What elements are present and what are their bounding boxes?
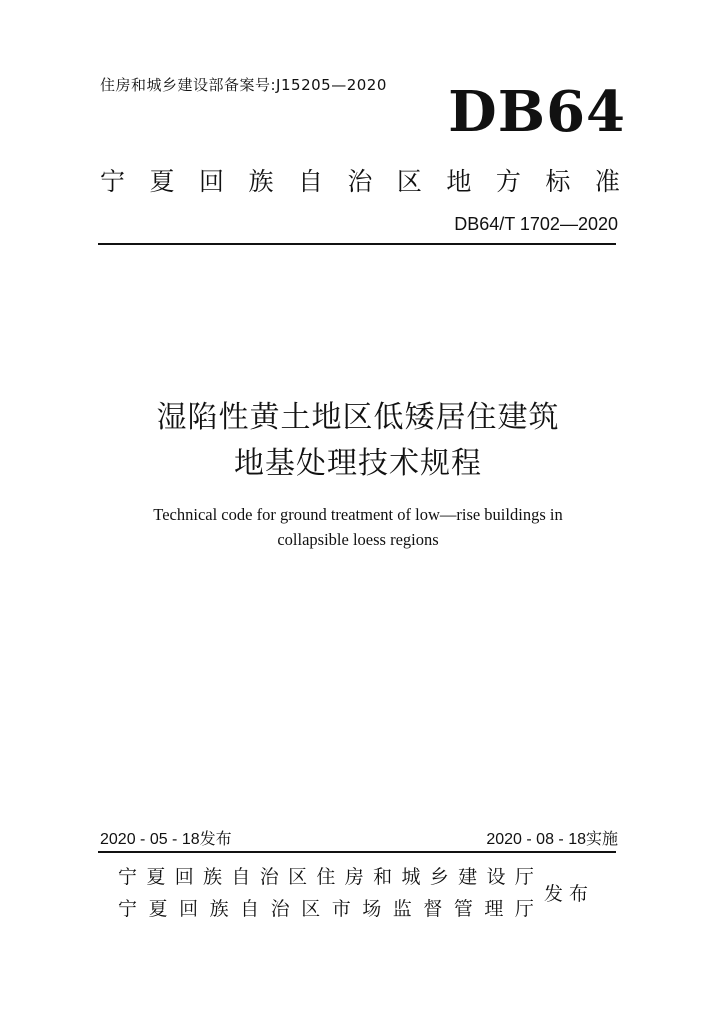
- issuer-char: 乡: [429, 866, 449, 888]
- top-divider: [98, 243, 616, 245]
- issuer-char: 设: [486, 866, 506, 888]
- heading-char: 夏: [149, 167, 175, 196]
- issuer-char: 回: [179, 898, 199, 920]
- heading-char: 宁: [100, 167, 126, 196]
- implementation-date: 2020 - 08 - 18实施: [486, 831, 618, 848]
- issuer-char: 管: [453, 898, 473, 920]
- issuer-line-1: [118, 862, 534, 889]
- issuer-char: 宁: [118, 866, 138, 888]
- issuer-char: 夏: [146, 866, 166, 888]
- bottom-divider: [98, 851, 616, 853]
- chinese-title-line-1: 湿陷性黄土地区低矮居住建筑: [156, 400, 560, 435]
- issuer-char: 治: [259, 866, 279, 888]
- issuer-char: 回: [174, 866, 194, 888]
- issuer-char: 场: [362, 898, 382, 920]
- heading-char: 自: [297, 167, 323, 196]
- standard-number: DB64/T 1702—2020: [454, 214, 618, 234]
- issuer-line-2: [118, 894, 534, 921]
- heading-char: 地: [446, 167, 472, 196]
- heading-char: 族: [248, 167, 274, 196]
- issue-date: 2020 - 05 - 18发布: [100, 831, 232, 848]
- issuer-char: 住: [316, 866, 336, 888]
- heading-char: 方: [495, 167, 521, 196]
- chinese-title-line-2: 地基处理技术规程: [234, 446, 482, 481]
- issuer-char: 监: [392, 898, 412, 920]
- issuer-char: 市: [331, 898, 351, 920]
- issuer-char: 宁: [118, 898, 138, 920]
- issuer-char: 治: [270, 898, 290, 920]
- heading-char: 准: [594, 167, 620, 196]
- record-number: 住房和城乡建设部备案号:J15205—2020: [100, 76, 387, 94]
- issuer-char: 厅: [514, 898, 534, 920]
- issuer-char: 督: [423, 898, 443, 920]
- issue-label: 发布: [544, 883, 595, 905]
- issuer-char: 理: [484, 898, 504, 920]
- issuer-char: 区: [301, 898, 321, 920]
- issuer-char: 厅: [514, 866, 534, 888]
- issuer-char: 族: [209, 898, 229, 920]
- issuer-char: 建: [458, 866, 478, 888]
- issuer-char: 夏: [148, 898, 168, 920]
- issuer-char: 自: [231, 866, 251, 888]
- issuer-char: 族: [203, 866, 223, 888]
- issuer-char: 和: [373, 866, 393, 888]
- standard-code-logo: DB64: [448, 79, 626, 145]
- heading-char: 区: [396, 167, 422, 196]
- heading-char: 治: [347, 167, 373, 196]
- english-title-line-1: Technical code for ground treatment of low—rise buildings in: [153, 505, 563, 524]
- english-title-line-2: collapsible loess regions: [277, 530, 439, 549]
- issuer-char: 自: [240, 898, 260, 920]
- heading-char: 回: [198, 167, 224, 196]
- issuer-char: 城: [401, 866, 421, 888]
- issuer-char: 房: [344, 866, 364, 888]
- heading-char: 标: [545, 167, 571, 196]
- issuer-char: 区: [288, 866, 308, 888]
- standard-type-heading: [100, 162, 620, 198]
